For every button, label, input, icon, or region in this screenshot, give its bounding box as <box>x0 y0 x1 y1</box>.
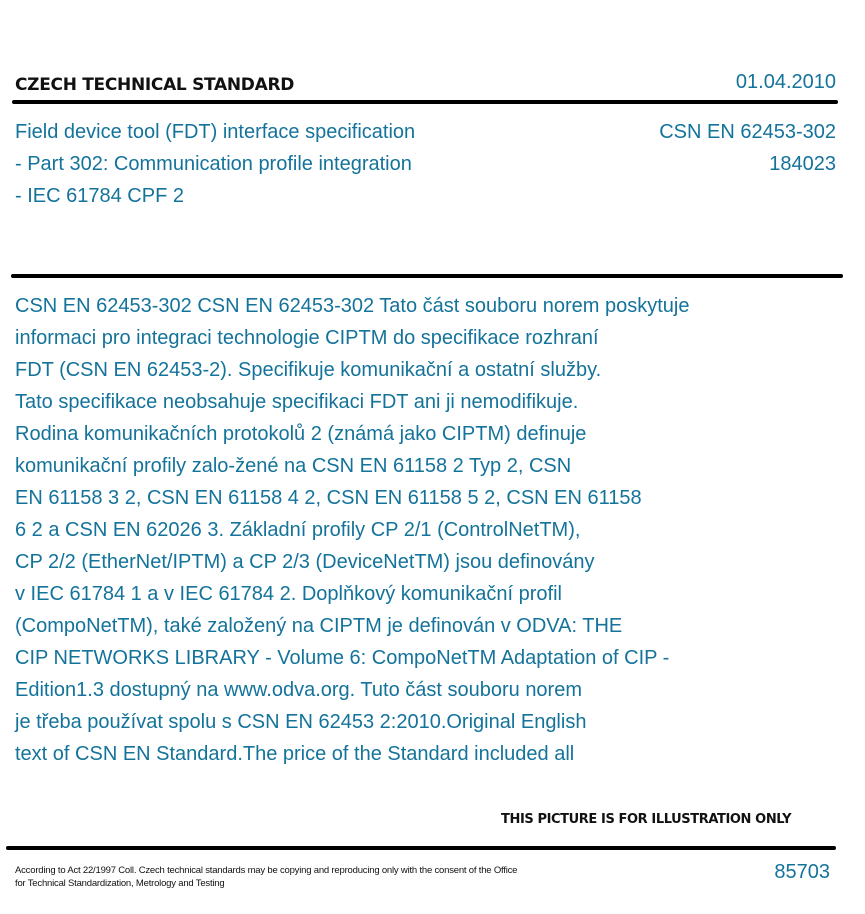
publication-date: 01.04.2010 <box>735 71 836 93</box>
standard-type-label: CZECH TECHNICAL STANDARD <box>15 75 295 95</box>
footer-divider <box>6 846 836 850</box>
legal-line: According to Act 22/1997 Coll. Czech technical standards may be copying and reproducing only with the consent of the Office <box>15 865 518 876</box>
title-line: - Part 302: Communication profile integration <box>15 153 412 175</box>
legal-line: for Technical Standardization, Metrology and Testing <box>15 878 225 889</box>
body-line: Tato specifikace neobsahuje specifikaci FDT ani ji nemodifikuje. <box>15 391 579 413</box>
title-line: Field device tool (FDT) interface specification <box>15 121 416 143</box>
body-line: EN 61158 3 2, CSN EN 61158 4 2, CSN EN 61158 5 2, CSN EN 61158 <box>15 487 642 509</box>
catalog-number: 184023 <box>769 153 836 175</box>
body-line: Edition1.3 dostupný na www.odva.org. Tuto část souboru norem <box>15 679 583 701</box>
body-line: informaci pro integraci technologie CIPTM do specifikace rozhraní <box>15 327 599 349</box>
document-number: 85703 <box>774 861 830 883</box>
body-line: Rodina komunikačních protokolů 2 (známá jako CIPTM) definuje <box>15 423 587 445</box>
section-divider <box>11 274 843 278</box>
document-title <box>15 116 415 212</box>
body-line: CSN EN 62453-302 CSN EN 62453-302 Tato část souboru norem poskytuje <box>15 295 690 317</box>
body-line: komunikační profily zalo-žené na CSN EN 61158 2 Typ 2, CSN <box>15 455 572 477</box>
title-line: - IEC 61784 CPF 2 <box>15 185 184 207</box>
body-line: je třeba používat spolu s CSN EN 62453 2:2010.Original English <box>15 711 587 733</box>
body-line: 6 2 a CSN EN 62026 3. Základní profily CP 2/1 (ControlNetTM), <box>15 519 581 541</box>
header-divider <box>12 100 838 104</box>
legal-notice <box>15 864 517 890</box>
body-line: text of CSN EN Standard.The price of the Standard included all <box>15 743 575 765</box>
body-line: v IEC 61784 1 a v IEC 61784 2. Doplňkový komunikační profil <box>15 583 562 605</box>
body-line: (CompoNetTM), také založený na CIPTM je definován v ODVA: THE <box>15 615 623 637</box>
body-line: FDT (CSN EN 62453-2). Specifikuje komunikační a ostatní služby. <box>15 359 602 381</box>
standard-number: CSN EN 62453-302 <box>659 121 836 143</box>
body-line: CP 2/2 (EtherNet/IPTM) a CP 2/3 (DeviceNetTM) jsou definovány <box>15 551 595 573</box>
illustration-notice: THIS PICTURE IS FOR ILLUSTRATION ONLY <box>501 812 792 827</box>
abstract-text <box>15 290 689 770</box>
standard-codes <box>659 116 836 180</box>
body-line: CIP NETWORKS LIBRARY - Volume 6: CompoNetTM Adaptation of CIP - <box>15 647 670 669</box>
